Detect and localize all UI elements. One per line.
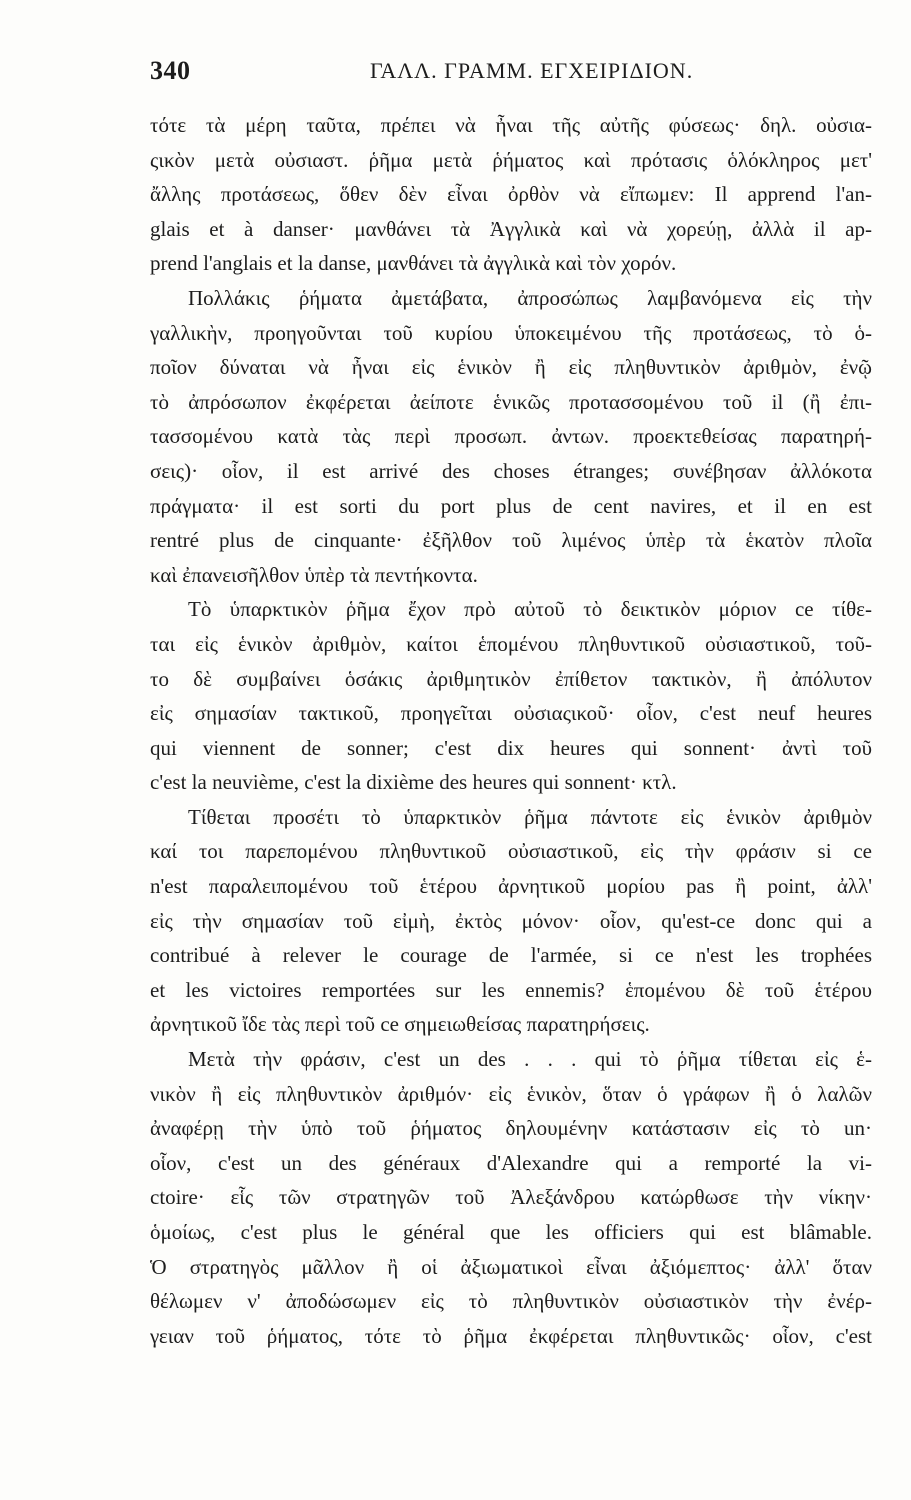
- text-line: ὁμοίως, c'est plus le général que les officiers qui est blâmable.: [150, 1220, 872, 1244]
- text-line: ἀρνητικοῦ ἴδε τὰς περὶ τοῦ ce σημειωθείσας παρατηρήσεις.: [150, 1012, 650, 1037]
- text-line: ctoire· εἷς τῶν στρατηγῶν τοῦ Ἀλεξάνδρου κατώρθωσε τὴν νίκην·: [150, 1185, 872, 1210]
- page-header: [150, 56, 870, 96]
- text-line: ἄλλης προτάσεως, ὅθεν δὲν εἶναι ὀρθὸν νὰ εἴπωμεν: Il apprend l'an-: [150, 182, 872, 207]
- text-line: οἷον, c'est un des généraux d'Alexandre qui a remporté la vi-: [150, 1150, 872, 1175]
- text-line: ται εἰς ἑνικὸν ἀριθμὸν, καίτοι ἑπομένου πληθυντικοῦ οὐσιαστικοῦ, τοῦ-: [150, 631, 872, 656]
- text-line: c'est la neuvième, c'est la dixième des heures qui sonnent· κτλ.: [150, 770, 677, 795]
- text-line: ἀναφέρῃ τὴν ὑπὸ τοῦ ῥήματος δηλουμένην κατάστασιν εἰς τὸ un·: [150, 1116, 872, 1141]
- text-line: rentré plus de cinquante· ἐξῆλθον τοῦ λιμένος ὑπὲρ τὰ ἑκατὸν πλοῖα: [150, 528, 872, 553]
- text-line: ςικὸν μετὰ οὐσιαστ. ῥῆμα μετὰ ῥήματος καὶ πρότασις ὁλόκληρος μετ': [150, 147, 872, 172]
- text-line: qui viennent de sonner; c'est dix heures qui sonnent· ἀντὶ τοῦ: [150, 735, 872, 760]
- text-line: Ὁ στρατηγὸς μᾶλλον ἢ οἱ ἀξιωματικοὶ εἶναι ἀξιόμεπτος· ἀλλ' ὅταν: [150, 1254, 872, 1279]
- text-line: καί τοι παρεπομένου πληθυντικοῦ οὐσιαστικοῦ, εἰς τὴν φράσιν si ce: [150, 839, 872, 864]
- text-line: εἰς τὴν σημασίαν τοῦ εἰμὴ, ἐκτὸς μόνον· οἷον, qu'est-ce donc qui a: [150, 908, 872, 933]
- text-line: γαλλικὴν, προηγοῦνται τοῦ κυρίου ὑποκειμένου τῆς προτάσεως, τὸ ὁ-: [150, 320, 872, 345]
- text-line: καὶ ἐπανεισῆλθον ὑπὲρ τὰ πεντήκοντα.: [150, 562, 478, 587]
- paragraph-start-line: Τὸ ὑπαρκτικὸν ῥῆμα ἔχον πρὸ αὐτοῦ τὸ δεικτικὸν μόριον ce τίθε-: [188, 597, 872, 622]
- text-line: glais et à danser· μανθάνει τὰ Ἀγγλικὰ καὶ νὰ χορεύῃ, ἀλλὰ il ap-: [150, 216, 872, 241]
- text-line: το δὲ συμβαίνει ὁσάκις ἀριθμητικὸν ἐπίθετον τακτικὸν, ἢ ἀπόλυτον: [150, 666, 872, 691]
- text-line: γειαν τοῦ ῥήματος, τότε τὸ ῥῆμα ἐκφέρεται πληθυντικῶς· οἷον, c'est: [150, 1323, 872, 1348]
- text-line: prend l'anglais et la danse, μανθάνει τὰ ἀγγλικὰ καὶ τὸν χορόν.: [150, 251, 677, 276]
- running-title: ΓΑΛΛ. ΓΡΑΜΜ. ΕΓΧΕΙΡΙΔΙΟΝ.: [370, 58, 694, 83]
- text-line: πράγματα· il est sorti du port plus de cent navires, et il en est: [150, 493, 872, 518]
- text-line: τότε τὰ μέρη ταῦτα, πρέπει νὰ ἦναι τῆς αὐτῆς φύσεως· δηλ. οὐσια-: [150, 113, 872, 137]
- paragraph-start-line: Τίθεται προσέτι τὸ ὑπαρκτικὸν ῥῆμα πάντοτε εἰς ἑνικὸν ἀριθμὸν: [188, 804, 872, 829]
- text-line: εἰς σημασίαν τακτικοῦ, προηγεῖται οὐσιαςικοῦ· οἷον, c'est neuf heures: [150, 701, 872, 726]
- text-line: θέλωμεν ν' ἀποδώσωμεν εἰς τὸ πληθυντικὸν οὐσιαστικὸν τὴν ἐνέρ-: [150, 1289, 872, 1314]
- text-line: ποῖον δύναται νὰ ἦναι εἰς ἑνικὸν ἢ εἰς πληθυντικὸν ἀριθμὸν, ἐνῷ: [150, 355, 872, 380]
- paragraph-start-line: Πολλάκις ῥήματα ἀμετάβατα, ἀπροσώπως λαμβανόμενα εἰς τὴν: [188, 285, 872, 310]
- text-line: et les victoires remportées sur les ennemis? ἑπομένου δὲ τοῦ ἑτέρου: [150, 977, 872, 1002]
- text-line: σεις)· οἷον, il est arrivé des choses étranges; συνέβησαν ἀλλόκοτα: [150, 458, 872, 483]
- text-line: τασσομένου κατὰ τὰς περὶ προσωπ. ἀντων. προεκτεθείσας παρατηρή-: [150, 424, 872, 449]
- page-number: 340: [150, 56, 191, 85]
- paragraph-start-line: Μετὰ τὴν φράσιν, c'est un des . . . qui τὸ ῥῆμα τίθεται εἰς ἑ-: [188, 1047, 872, 1072]
- text-line: νικὸν ἢ εἰς πληθυντικὸν ἀριθμόν· εἰς ἑνικὸν, ὅταν ὁ γράφων ἢ ὁ λαλῶν: [150, 1081, 872, 1106]
- text-line: τὸ ἀπρόσωπον ἐκφέρεται ἀείποτε ἑνικῶς προτασσομένου τοῦ il (ἢ ἐπι-: [150, 389, 872, 414]
- text-line: contribué à relever le courage de l'armée, si ce n'est les trophées: [150, 943, 872, 968]
- body-text: [150, 108, 872, 1353]
- text-line: n'est παραλειπομένου τοῦ ἑτέρου ἀρνητικοῦ μορίου pas ἢ point, ἀλλ': [150, 874, 872, 899]
